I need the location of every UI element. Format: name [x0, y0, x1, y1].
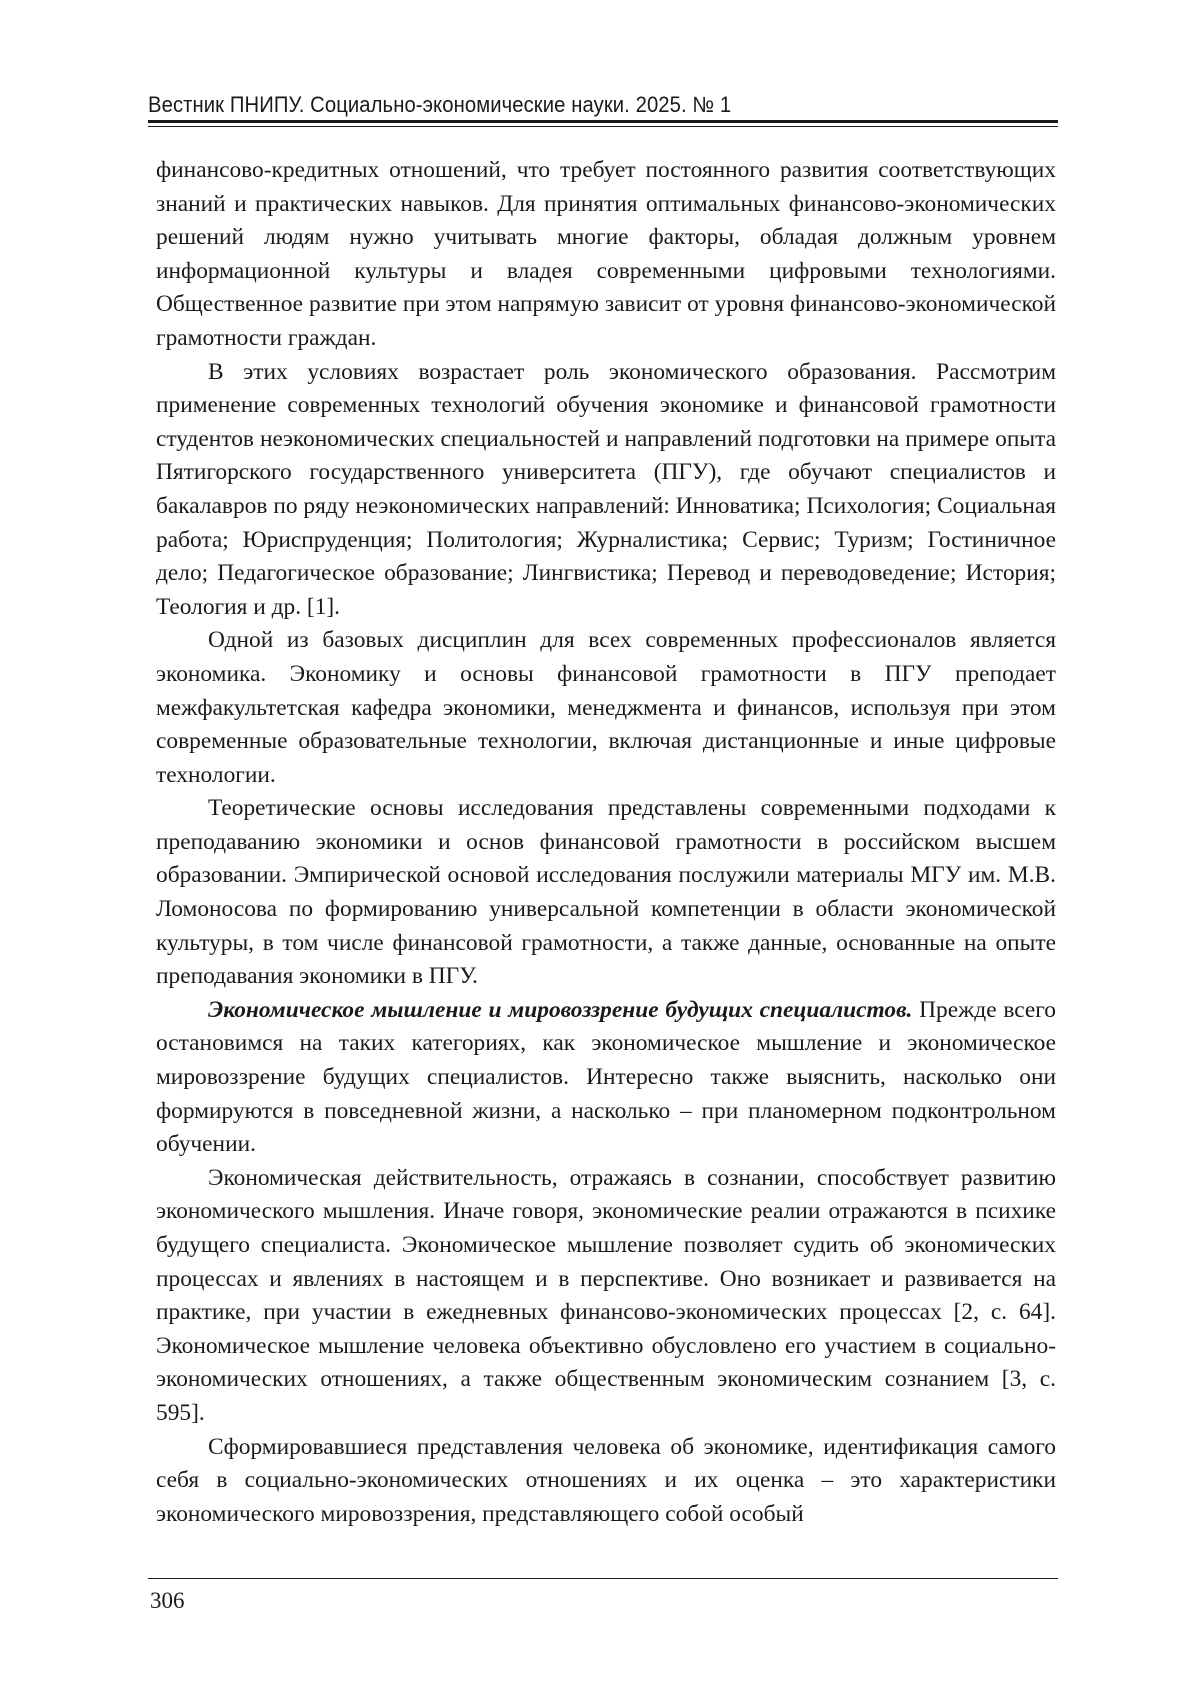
paragraph-5-text: Прежде всего остановимся на таких категориях, как экономическое мышление и экономическое мировоззрение будущих специалистов. Интересно также выяснить, насколько они формируются в повседневной жизни, а насколько – при планомерном подконтрольном обучении. [156, 996, 1056, 1158]
article-body [156, 154, 1056, 1531]
running-header: Вестник ПНИПУ. Социально-экономические науки. 2025. № 1 [148, 92, 732, 117]
paragraph-6: Экономическая действительность, отражаясь в сознании, способствует развитию экономического мышления. Иначе говоря, экономические реалии отражаются в психике будущего специалиста. Экономическое мышление позволяет судить об экономических процессах и явлениях в настоящем и в перспективе. Оно возникает и развивается на практике, при участии в ежедневных финансово-экономических процессах [2, с. 64]. Экономическое мышление человека объективно обусловлено его участием в социально-экономических отношениях, а также общественным экономическим сознанием [3, с. 595]. [156, 1164, 1056, 1426]
page-number: 306 [150, 1588, 185, 1613]
footer-rule [148, 1578, 1058, 1579]
paragraph-5 [156, 994, 1056, 1162]
section-heading: Экономическое мышление и мировоззрение будущих специалистов. [208, 996, 913, 1023]
paragraph-3: Одной из базовых дисциплин для всех современных профессионалов является экономика. Экономику и основы финансовой грамотности в ПГУ преподает межфакультетская кафедра экономики, менеджмента и финансов, используя при этом современные образовательные технологии, включая дистанционные и иные цифровые технологии. [156, 627, 1056, 788]
paragraph-7: Сформировавшиеся представления человека об экономике, идентификация самого себя в социально-экономических отношениях и их оценка – это характеристики экономического мировоззрения, представляющего собой особый [156, 1433, 1056, 1527]
header-rule [148, 120, 1058, 123]
paragraph-1: финансово-кредитных отношений, что требует постоянного развития соответствующих знаний и практических навыков. Для принятия оптимальных финансово-экономических решений людям нужно учитывать многие факторы, обладая должным уровнем информационной культуры и владея современными цифровыми технологиями. Общественное развитие при этом напрямую зависит от уровня финансово-экономической грамотности граждан. [156, 157, 1056, 351]
header-rule-thin [148, 126, 1058, 127]
paragraph-2: В этих условиях возрастает роль экономического образования. Рассмотрим применение современных технологий обучения экономике и финансовой грамотности студентов неэкономических специальностей и направлений подготовки на примере опыта Пятигорского государственного университета (ПГУ), где обучают специалистов и бакалавров по ряду неэкономических направлений: Инноватика; Психология; Социальная работа; Юриспруденция; Политология; Журналистика; Сервис; Туризм; Гостиничное дело; Педагогическое образование; Лингвистика; Перевод и переводоведение; История; Теология и др. [1]. [156, 358, 1056, 620]
paragraph-4: Теоретические основы исследования представлены современными подходами к преподаванию экономики и основ финансовой грамотности в российском высшем образовании. Эмпирической основой исследования послужили материалы МГУ им. М.В. Ломоносова по формированию универсальной компетенции в области экономической культуры, в том числе финансовой грамотности, а также данные, основанные на опыте преподавания экономики в ПГУ. [156, 795, 1056, 990]
